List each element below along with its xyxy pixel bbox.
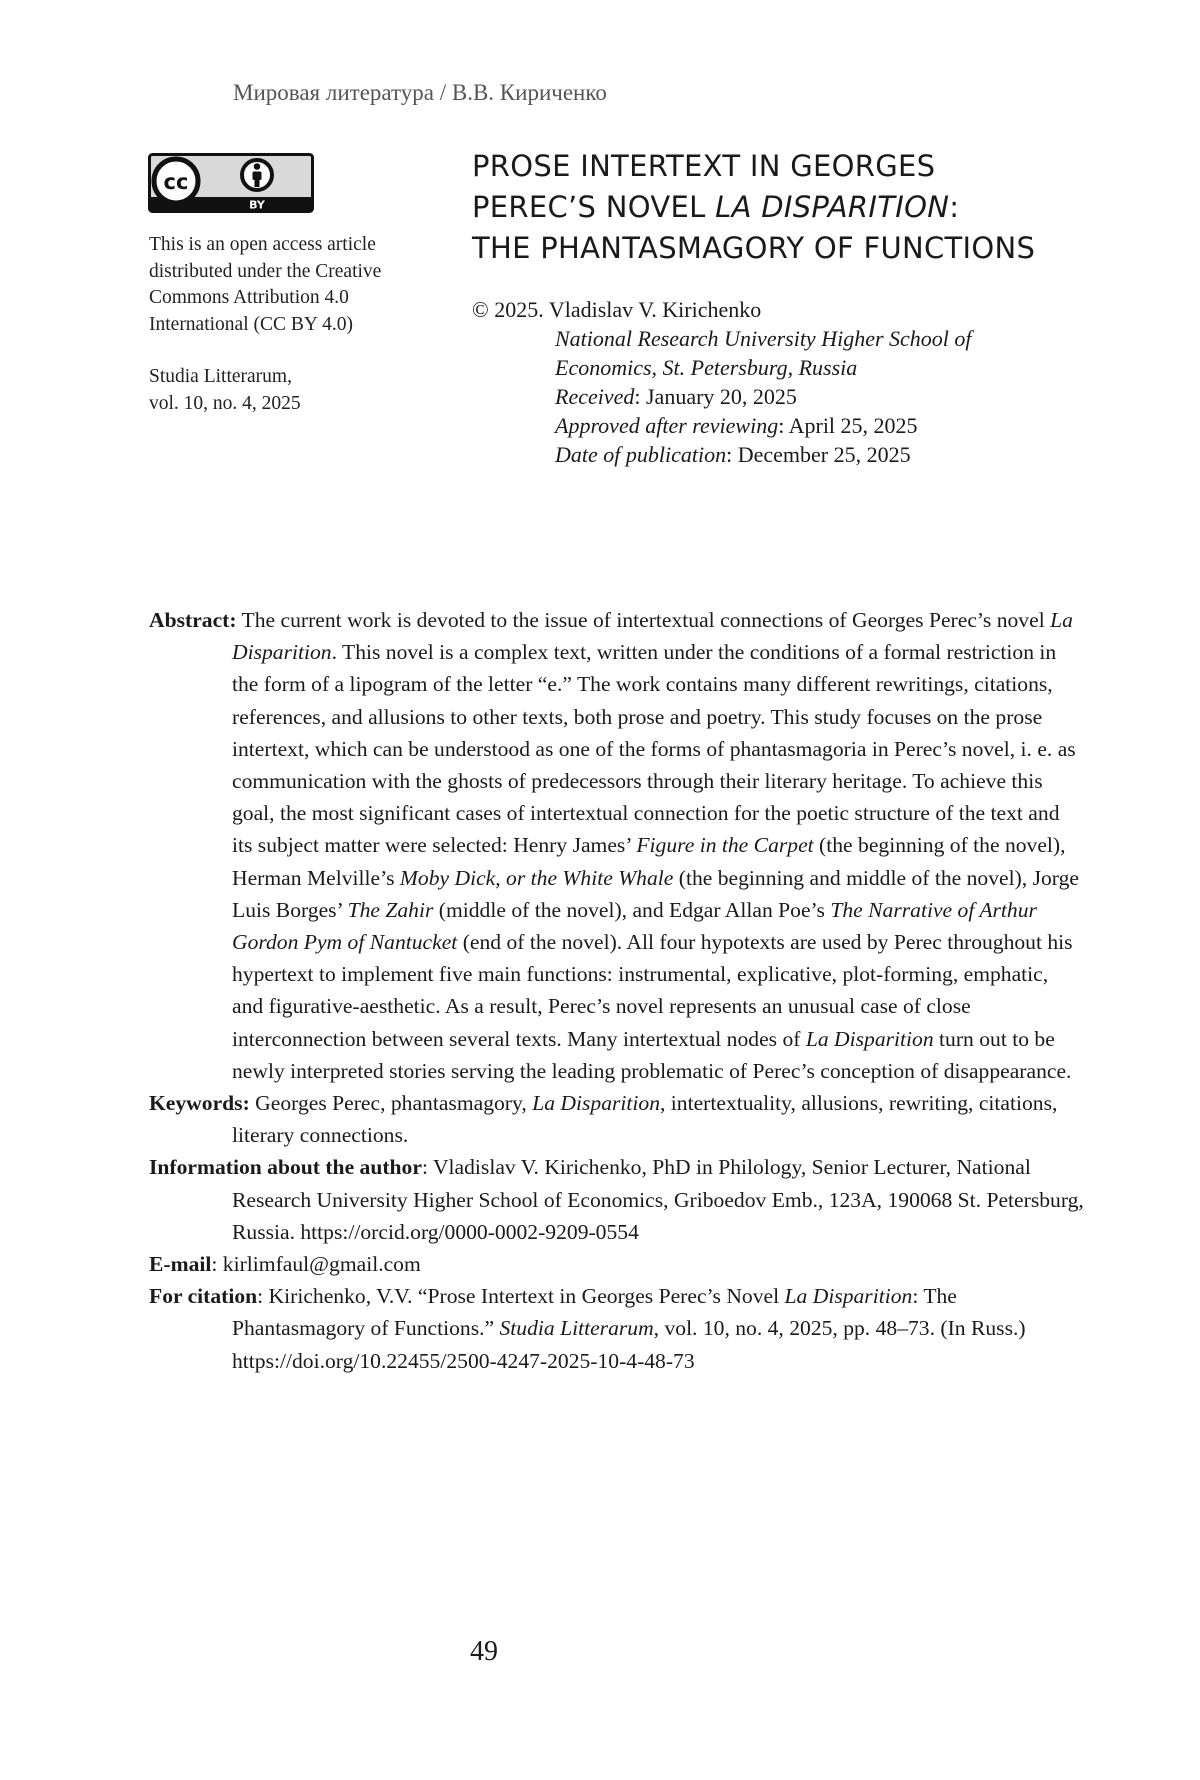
affiliation: National Research University Higher School of xyxy=(555,326,972,351)
keywords: Keywords: Georges Perec, phantasmagory, La Disparition, intertextuality, allusions, rewriting, citations, literary connections. xyxy=(149,1091,1058,1148)
copyright: © 2025. Vladislav V. Kirichenko xyxy=(472,297,762,322)
received-date: Received: January 20, 2025 xyxy=(555,384,797,409)
title-italic: LA DISPARITION xyxy=(715,190,950,224)
citation: For citation: Kirichenko, V.V. “Prose Intertext in Georges Perec’s Novel La Disparition: The Phantasmagory of Functions.” Studia Litterarum, vol. 10, no. 4, 2025, pp. 48–73. (In Russ.) https://doi.org/10.22455/2500-4247-2025-10-4-48-73 xyxy=(149,1284,1026,1373)
journal-line: vol. 10, no. 4, 2025 xyxy=(149,392,301,414)
cc-by-license-icon xyxy=(148,153,314,213)
affiliation: Economics, St. Petersburg, Russia xyxy=(555,355,858,380)
page-number: 49 xyxy=(470,1636,498,1667)
abstract: Abstract: The current work is devoted to the issue of intertextual connections of Georges Perec’s novel La Disparition. This novel is a complex text, written under the conditions of a formal restriction in the form of a lipogram of the letter “e.” The work contains many different rewritings, citations, references, and allusions to other texts, both prose and poetry. This study focuses on the prose intertext, which can be understood as one of the forms of phantasmagoria in Perec’s novel, i. e. as communication with the ghosts of predecessors through their literary heritage. To achieve this goal, the most significant cases of intertextual connection for the poetic structure of the text and its subject matter were selected: Henry James’ Figure in the Carpet (the beginning of the novel), Herman Melville’s Moby Dick, or the White Whale (the beginning and middle of the novel), Jorge Luis Borges’ The Zahir (middle of the novel), and Edgar Allan Poe’s The Narrative of Arthur Gordon Pym of Nantucket (end of the novel). All four hypotexts are used by Perec throughout his hypertext to implement five main functions: instrumental, explicative, plot-forming, emphatic, and figurative-aesthetic. As a result, Perec’s novel represents an unusual case of close interconnection between several texts. Many intertextual nodes of La Disparition turn out to be newly interpreted stories serving the leading problematic of Perec’s conception of disappearance. xyxy=(149,608,1079,1083)
license-line: Commons Attribution 4.0 xyxy=(149,287,349,308)
email: E-mail: kirlimfaul@gmail.com xyxy=(149,1252,421,1277)
by-text: BY xyxy=(249,198,265,212)
license-notice xyxy=(149,232,419,417)
publication-date: Date of publication: December 25, 2025 xyxy=(555,442,911,467)
approved-date: Approved after reviewing: April 25, 2025 xyxy=(555,413,918,438)
running-head: Мировая литература / В.В. Кириченко xyxy=(233,80,607,105)
title-line: PROSE INTERTEXT IN GEORGES xyxy=(472,149,936,183)
author-info: Information about the author: Vladislav V. Kirichenko, PhD in Philology, Senior Lecturer, National Research University Higher School of Economics, Griboedov Emb., 123A, 190068 St. Petersburg, Russia. https://orcid.org/0000-0002-9209-0554 xyxy=(149,1155,1084,1244)
article-meta xyxy=(472,295,1112,469)
article-body xyxy=(149,604,1084,1377)
license-line: This is an open access article xyxy=(149,234,376,255)
license-line: distributed under the Creative xyxy=(149,260,382,282)
journal-line: Studia Litterarum, xyxy=(149,366,292,387)
title-line: PEREC’S NOVEL xyxy=(472,190,716,224)
title-line: THE PHANTASMAGORY OF FUNCTIONS xyxy=(472,231,1036,265)
title-colon: : xyxy=(949,190,960,224)
license-line: International (CC BY 4.0) xyxy=(149,313,353,335)
article-title xyxy=(472,146,1112,269)
cc-text: cc xyxy=(163,170,189,194)
